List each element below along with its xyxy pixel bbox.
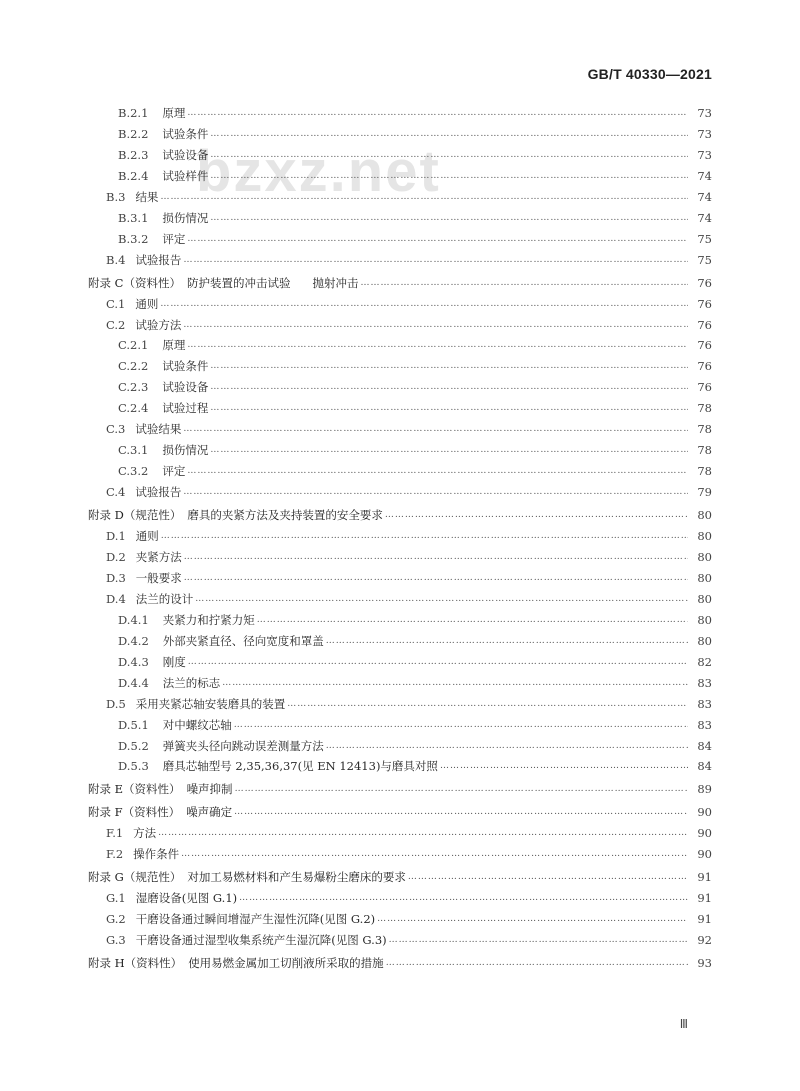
- toc-entry-title: 磨具芯轴型号 2,35,36,37(见 EN 12413)与磨具对照: [162, 759, 438, 774]
- toc-entry-title: 对中螺纹芯轴: [162, 717, 232, 732]
- toc-entry-title: 一般要求: [135, 570, 182, 585]
- toc-entry-title: 试验设备: [162, 147, 209, 162]
- toc-entry-title: 试验方法: [135, 317, 182, 332]
- toc-entry-title: 原理: [162, 338, 186, 353]
- toc-entry[interactable]: [106, 590, 712, 608]
- toc-entry[interactable]: [106, 295, 712, 313]
- toc-entry-title: 试验条件: [162, 359, 209, 374]
- toc-entry-title: 弹簧夹头径向跳动误差测量方法: [162, 738, 324, 753]
- toc-entry-title: 法兰的标志: [162, 675, 221, 690]
- toc-entry[interactable]: [118, 209, 712, 227]
- toc-entry-number: 附录 G（规范性）: [88, 870, 182, 885]
- toc-entry-title: 噪声确定: [186, 805, 233, 820]
- toc-entry[interactable]: [118, 653, 712, 671]
- toc-entry-number: C.3: [106, 422, 126, 437]
- toc-annex-entry[interactable]: [88, 954, 712, 972]
- toc-entry[interactable]: [118, 716, 712, 734]
- toc-entry[interactable]: [118, 737, 712, 755]
- toc-entry[interactable]: [118, 632, 712, 650]
- toc-entry-page: 76: [697, 380, 712, 395]
- toc-entry-number: B.2.4: [118, 168, 149, 183]
- toc-entry-number: C.1: [106, 296, 126, 311]
- toc-entry-title: 干磨设备通过湿型收集系统产生湿沉降(见图 G.3): [135, 933, 387, 948]
- toc-entry[interactable]: [106, 889, 712, 907]
- toc-entry-number: D.4: [106, 591, 126, 606]
- toc-entry-page: 82: [697, 654, 712, 669]
- toc-entry-number: D.4.4: [118, 675, 149, 690]
- toc-entry-title: 噪声抑制: [186, 782, 233, 797]
- toc-entry[interactable]: [118, 336, 712, 354]
- toc-entry-title: 损伤情况: [162, 210, 209, 225]
- toc-dot-leader: [210, 209, 688, 227]
- toc-entry-page: 91: [697, 891, 712, 906]
- toc-entry-page: 76: [697, 338, 712, 353]
- toc-dot-leader: [239, 889, 688, 907]
- toc-dot-leader: [440, 757, 688, 775]
- toc-dot-leader: [257, 611, 688, 629]
- toc-entry-number: D.2: [106, 549, 126, 564]
- toc-entry-number: C.2: [106, 317, 126, 332]
- toc-entry-title: 评定: [162, 231, 186, 246]
- toc-entry-page: 74: [697, 189, 712, 204]
- toc-entry[interactable]: [118, 462, 712, 480]
- toc-entry-number: D.5.1: [118, 717, 149, 732]
- toc-dot-leader: [158, 824, 688, 842]
- toc-dot-leader: [183, 483, 688, 501]
- toc-dot-leader: [160, 188, 688, 206]
- toc-entry[interactable]: [106, 695, 712, 713]
- toc-entry-title: 外部夹紧直径、径向宽度和罩盖: [162, 633, 324, 648]
- toc-annex-entry[interactable]: [88, 803, 712, 821]
- toc-dot-leader: [187, 462, 688, 480]
- toc-dot-leader: [210, 357, 688, 375]
- toc-entry-number: C.2.2: [118, 359, 149, 374]
- toc-entry[interactable]: [106, 824, 712, 842]
- toc-entry-number: D.4.2: [118, 633, 149, 648]
- toc-entry-page: 91: [697, 870, 712, 885]
- toc-dot-leader: [210, 167, 688, 185]
- toc-entry-title: 试验条件: [162, 126, 209, 141]
- toc-entry-number: D.4.3: [118, 654, 149, 669]
- toc-entry-page: 73: [697, 147, 712, 162]
- toc-dot-leader: [210, 399, 688, 417]
- toc-dot-leader: [360, 274, 688, 292]
- toc-entry-title: 试验报告: [135, 252, 182, 267]
- toc-entry-title: 通则: [135, 529, 159, 543]
- toc-entry-page: 76: [697, 317, 712, 332]
- toc-entry[interactable]: [118, 674, 712, 692]
- toc-dot-leader: [183, 251, 688, 269]
- toc-entry-title: 评定: [162, 464, 186, 479]
- toc-entry[interactable]: [118, 167, 712, 185]
- toc-dot-leader: [386, 954, 688, 972]
- toc-entry-page: 83: [697, 696, 712, 711]
- toc-entry-page: 78: [697, 464, 712, 479]
- toc-dot-leader: [287, 695, 688, 713]
- toc-entry-number: B.3.2: [118, 231, 149, 246]
- toc-entry-page: 80: [697, 549, 712, 564]
- toc-entry-page: 92: [697, 933, 712, 948]
- toc-entry-number: 附录 C（资料性）: [88, 275, 181, 290]
- toc-entry-page: 76: [697, 296, 712, 311]
- toc-entry-number: D.5.2: [118, 738, 149, 753]
- toc-entry-page: 73: [697, 126, 712, 141]
- toc-entry-page: 75: [697, 252, 712, 267]
- toc-entry-title: 夹紧方法: [135, 549, 182, 564]
- toc-dot-leader: [184, 569, 688, 587]
- toc-entry-number: C.3.1: [118, 443, 149, 458]
- toc-entry-page: 90: [697, 826, 712, 841]
- watermark: bzxz.net: [196, 139, 441, 204]
- toc-dot-leader: [160, 295, 688, 313]
- toc-entry-page: 78: [697, 401, 712, 416]
- toc-dot-leader: [326, 737, 688, 755]
- toc-entry-title: 夹紧力和拧紧力矩: [162, 612, 255, 627]
- toc-dot-leader: [385, 506, 688, 524]
- toc-dot-leader: [326, 632, 688, 650]
- toc-entry-number: 附录 H（资料性）: [88, 956, 183, 970]
- toc-entry-title: 法兰的设计: [135, 591, 194, 606]
- toc-entry[interactable]: [118, 357, 712, 375]
- toc-entry-title: 通则: [135, 296, 159, 311]
- toc-entry-number: F.2: [106, 847, 124, 862]
- toc-entry-number: D.3: [106, 570, 126, 585]
- toc-entry-title: 干磨设备通过瞬间增湿产生湿性沉降(见图 G.2): [135, 912, 376, 927]
- toc-dot-leader: [210, 146, 688, 164]
- toc-entry-number: B.4: [106, 252, 126, 267]
- toc-entry-title: 损伤情况: [162, 443, 209, 458]
- toc-entry[interactable]: [118, 441, 712, 459]
- toc-entry[interactable]: [118, 757, 712, 775]
- toc-entry[interactable]: [106, 931, 712, 949]
- toc-entry-page: 80: [697, 529, 712, 543]
- toc-dot-leader: [408, 868, 688, 886]
- toc-annex-entry[interactable]: [88, 868, 712, 886]
- toc-entry[interactable]: [106, 188, 712, 206]
- toc-entry-number: B.2.2: [118, 126, 149, 141]
- toc-dot-leader: [187, 336, 688, 354]
- toc-entry-page: 74: [697, 168, 712, 183]
- toc-entry-number: G.1: [106, 891, 126, 906]
- toc-entry-title: 对加工易燃材料和产生易爆粉尘磨床的要求: [187, 870, 406, 885]
- toc-entry-page: 93: [697, 956, 712, 970]
- toc-entry-title: 原理: [162, 106, 186, 120]
- toc-entry[interactable]: [106, 569, 712, 587]
- toc-entry-number: D.5: [106, 696, 126, 711]
- toc-entry-page: 90: [697, 847, 712, 862]
- toc-entry-title: 试验过程: [162, 401, 209, 416]
- toc-dot-leader: [210, 378, 688, 396]
- toc-entry-title: 操作条件: [133, 847, 180, 862]
- toc-dot-leader: [188, 653, 688, 671]
- toc-dot-leader: [183, 316, 688, 334]
- toc-entry-title: 湿磨设备(见图 G.1): [135, 891, 238, 906]
- page-number: Ⅲ: [679, 1017, 688, 1031]
- toc-entry-page: 80: [697, 612, 712, 627]
- toc-entry-page: 89: [697, 782, 712, 797]
- toc-entry-page: 83: [697, 717, 712, 732]
- toc-entry-page: 84: [697, 738, 712, 753]
- toc-entry-number: D.1: [106, 529, 126, 543]
- toc-entry-title: 方法: [133, 826, 157, 841]
- toc-entry[interactable]: [118, 125, 712, 143]
- toc-entry-page: 83: [697, 675, 712, 690]
- toc-dot-leader: [210, 125, 688, 143]
- toc-dot-leader: [183, 420, 688, 438]
- toc-entry-title: 刚度: [162, 654, 186, 669]
- toc-entry-page: 84: [697, 759, 712, 774]
- toc-entry-number: B.3.1: [118, 210, 149, 225]
- toc-entry[interactable]: [118, 104, 712, 122]
- toc-dot-leader: [234, 716, 688, 734]
- toc-entry-title: 试验报告: [135, 485, 182, 500]
- toc-entry[interactable]: [118, 230, 712, 248]
- toc-entry-title: 试验设备: [162, 380, 209, 395]
- toc-entry-page: 78: [697, 422, 712, 437]
- toc-dot-leader: [389, 931, 688, 949]
- toc-entry-number: C.2.3: [118, 380, 149, 395]
- toc-entry[interactable]: [118, 399, 712, 417]
- toc-entry[interactable]: [106, 251, 712, 269]
- toc-entry-page: 90: [697, 805, 712, 820]
- toc-entry-page: 80: [697, 591, 712, 606]
- toc-entry-page: 73: [697, 106, 712, 120]
- toc-entry-page: 80: [697, 633, 712, 648]
- toc-entry-number: D.5.3: [118, 759, 149, 774]
- toc-entry-number: 附录 F（资料性）: [88, 805, 181, 820]
- toc-entry-title: 结果: [135, 189, 159, 204]
- toc-dot-leader: [210, 441, 688, 459]
- toc-entry-title: 试验结果: [135, 422, 182, 437]
- toc-entry-page: 76: [697, 359, 712, 374]
- toc-entry-number: G.2: [106, 912, 126, 927]
- toc-entry-number: C.3.2: [118, 464, 149, 479]
- toc-dot-leader: [195, 590, 688, 608]
- toc-entry-page: 79: [697, 485, 712, 500]
- toc-dot-leader: [234, 803, 688, 821]
- toc-entry-number: B.2.1: [118, 106, 149, 120]
- toc-entry[interactable]: [106, 316, 712, 334]
- toc-entry-number: B.3: [106, 189, 126, 204]
- toc-entry-subtitle: 抛射冲击: [312, 275, 359, 290]
- toc-entry-number: 附录 D（规范性）: [88, 508, 182, 523]
- toc-entry-number: D.4.1: [118, 612, 149, 627]
- toc-annex-entry[interactable]: [88, 780, 712, 798]
- toc-entry-number: C.4: [106, 485, 126, 500]
- toc-dot-leader: [235, 780, 688, 798]
- toc-entry-page: 78: [697, 443, 712, 458]
- toc-entry-number: G.3: [106, 933, 126, 948]
- toc-entry-page: 75: [697, 231, 712, 246]
- toc-entry-page: 80: [697, 508, 712, 523]
- toc-entry-number: 附录 E（资料性）: [88, 782, 181, 797]
- toc-annex-entry[interactable]: [88, 274, 712, 292]
- toc-entry-title: 磨具的夹紧方法及夹持装置的安全要求: [187, 508, 383, 523]
- toc-entry-title: 使用易燃金属加工切削液所采取的措施: [188, 956, 384, 970]
- toc-entry[interactable]: [106, 527, 712, 545]
- toc-dot-leader: [222, 674, 688, 692]
- standard-code: GB/T 40330—2021: [587, 66, 712, 82]
- toc-entry-page: 80: [697, 570, 712, 585]
- toc-entry-number: C.2.4: [118, 401, 149, 416]
- toc-dot-leader: [184, 548, 688, 566]
- toc-entry-title: 防护装置的冲击试验: [186, 275, 291, 290]
- toc-entry[interactable]: [106, 420, 712, 438]
- toc-entry-number: B.2.3: [118, 147, 149, 162]
- toc-entry[interactable]: [106, 483, 712, 501]
- toc-dot-leader: [161, 527, 688, 545]
- toc-dot-leader: [181, 845, 688, 863]
- toc-entry[interactable]: [118, 378, 712, 396]
- toc-entry[interactable]: [106, 548, 712, 566]
- toc-entry-page: 74: [697, 210, 712, 225]
- toc-dot-leader: [187, 104, 688, 122]
- toc-annex-entry[interactable]: [88, 506, 712, 524]
- toc-dot-leader: [377, 910, 688, 928]
- toc-entry-title: 采用夹紧芯轴安装磨具的装置: [135, 696, 286, 711]
- toc-dot-leader: [187, 230, 688, 248]
- toc-entry-page: 91: [697, 912, 712, 927]
- toc-entry[interactable]: [106, 910, 712, 928]
- toc-entry[interactable]: [118, 611, 712, 629]
- toc-entry-title: 试验样件: [162, 168, 209, 183]
- toc-entry[interactable]: [106, 845, 712, 863]
- toc-entry-number: F.1: [106, 826, 124, 841]
- toc-entry-number: C.2.1: [118, 338, 149, 353]
- toc-entry-page: 76: [697, 275, 712, 290]
- toc-entry[interactable]: [118, 146, 712, 164]
